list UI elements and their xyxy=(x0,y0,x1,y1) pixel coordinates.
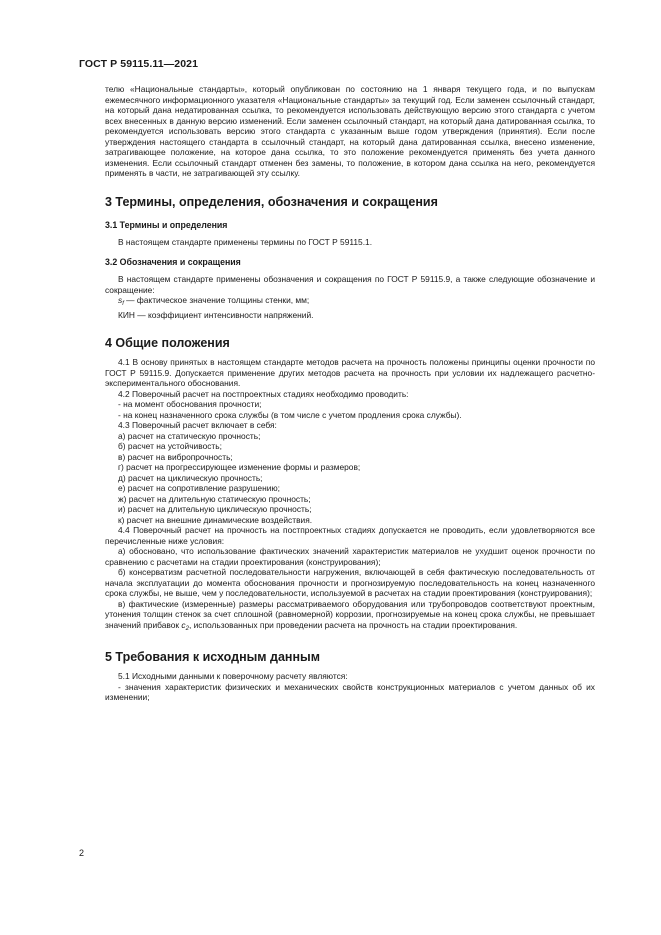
document-code-header: ГОСТ Р 59115.11—2021 xyxy=(79,58,199,70)
list-item: е) расчет на сопротивление разрушению; xyxy=(118,483,281,493)
condition-a: а) обосновано, что использование фактических значений характеристик материалов не ухудшит оценок прочности по сравнению с расчетами на стадии проектирования (конструирования); xyxy=(105,546,595,567)
subsection-3-1-text: В настоящем стандарте применены термины по ГОСТ Р 59115.1. xyxy=(118,236,373,247)
list-item: б) расчет на устойчивость; xyxy=(118,441,222,451)
section-4-title: 4 Общие положения xyxy=(105,336,230,350)
symbol-sf-definition xyxy=(105,295,595,310)
condition-c-text-end: , использованных при проведении расчета на прочность на стадии проектирования. xyxy=(188,619,518,630)
subsection-3-1-title: 3.1 Термины и определения xyxy=(105,219,228,230)
condition-b: б) консерватизм расчетной последовательности нагружения, включающей в себя фактическую последовательность от начала эксплуатации до момента обоснования прочности и прогнозируемую последовательность на конец назначенного срока службы, не выше, чем у последовательности, используемой в расчетах на стадии проектирования (конструирования); xyxy=(105,567,595,598)
condition-c-text-start: в) фактические (измеренные) размеры рассматриваемого оборудования или трубопроводов соответствуют проектным, утонения толщин стенок за счет сплошной (равномерной) коррозии, прогнозируемые на конец срока службы, не превышает значений прибавок xyxy=(105,598,595,630)
list-item: д) расчет на циклическую прочность; xyxy=(118,472,263,483)
subsection-3-2-text: В настоящем стандарте применены обозначения и сокращения по ГОСТ Р 59115.9, а также следующие обозначение и сокращение: xyxy=(105,274,595,295)
clause-4-4: 4.4 Поверочный расчет на прочность на постпроектных стадиях допускается не проводить, если удовлетворяются все перечисленные ниже условия: xyxy=(105,525,595,546)
list-item: к) расчет на внешние динамические воздействия. xyxy=(118,514,313,525)
symbol-c: c xyxy=(181,619,186,630)
subsection-3-2-title: 3.2 Обозначения и сокращения xyxy=(105,257,241,267)
list-item: и) расчет на длительную циклическую прочность; xyxy=(118,504,312,514)
abbreviation-kin: КИН — коэффициент интенсивности напряжений. xyxy=(118,309,314,320)
list-item: - на момент обоснования прочности; xyxy=(118,399,262,409)
list-item: в) расчет на вибропрочность; xyxy=(118,451,233,462)
symbol-f-subscript: f xyxy=(122,301,124,307)
clause-4-3: 4.3 Поверочный расчет включает в себя: xyxy=(118,420,277,430)
list-item: - на конец назначенного срока службы (в том числе с учетом продления срока службы). xyxy=(118,409,462,420)
list-item: ж) расчет на длительную статическую прочность; xyxy=(118,493,311,504)
condition-c xyxy=(105,599,595,635)
clause-5-1: 5.1 Исходными данными к поверочному расчету являются: xyxy=(118,671,348,681)
clause-4-2: 4.2 Поверочный расчет на постпроектных стадиях необходимо проводить: xyxy=(118,388,409,399)
page-content xyxy=(105,84,595,703)
list-item: а) расчет на статическую прочность; xyxy=(118,430,261,441)
symbol-c-subscript: 2 xyxy=(185,625,189,632)
section-3-title: 3 Термины, определения, обозначения и сокращения xyxy=(105,194,438,209)
symbol-sf-text: — фактическое значение толщины стенки, мм; xyxy=(123,295,310,305)
list-item: г) расчет на прогрессирующее изменение формы и размеров; xyxy=(118,462,361,472)
page-number: 2 xyxy=(79,848,85,858)
clause-4-1: 4.1 В основу принятых в настоящем стандарте методов расчета на прочность положены принципы оценки прочности по ГОСТ Р 59115.9. Допускается применение других методов расчета на прочность при условии их надлежащего расчетно-экспериментального обоснования. xyxy=(105,357,595,388)
section-5-title: 5 Требования к исходным данным xyxy=(105,650,320,664)
list-item: - значения характеристик физических и механических свойств конструкционных материалов с учетом данных об их изменении; xyxy=(105,681,595,702)
intro-paragraph: телю «Национальные стандарты», который опубликован по состоянию на 1 января текущего года, и по выпускам ежемесячного информационного указателя «Национальные стандарты» за текущий год. Если заменен ссылочный стандарт, на который дана недатированная ссылка, то рекомендуется использовать действующую версию этого стандарта с учетом всех внесенных в данную версию изменений. Если заменен ссылочный стандарт, на который дана датированная ссылка, то рекомендуется использовать версию этого стандарта с указанным выше годом утверждения (принятия). Если после утверждения настоящего стандарта в ссылочный стандарт, на который дана датированная ссылка, внесено изменение, затрагивающее положение, на которое дана ссылка, то это положение рекомендуется применять без учета данного изменения. Если ссылочный стандарт отменен без замены, то положение, в котором дана ссылка на него, рекомендуется применять в части, не затрагивающей эту ссылку. xyxy=(105,84,595,178)
symbol-s: s xyxy=(118,295,123,305)
